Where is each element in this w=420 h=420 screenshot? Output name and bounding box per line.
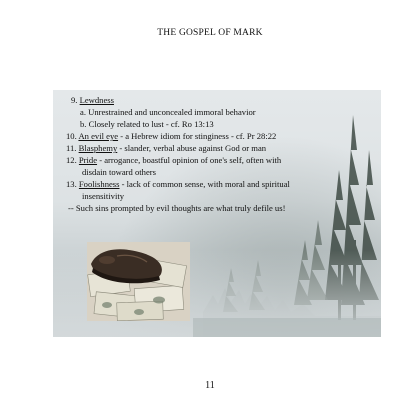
list-item: a. Unrestrained and unconcealed immoral behavior [80, 107, 256, 117]
shoe-on-money-photo [87, 242, 190, 321]
list-item: 12. Pride - arrogance, boastful opinion of one's self, often with [66, 155, 282, 165]
list-item: 13. Foolishness - lack of common sense, with moral and spiritual [66, 179, 290, 189]
page-title: THE GOSPEL OF MARK [157, 28, 263, 38]
list-item: b. Closely related to lust - cf. Ro 13:13 [80, 119, 214, 129]
list-item: insensitivity [82, 191, 125, 201]
list-item: 9. Lewdness [71, 95, 114, 105]
list-item: disdain toward others [82, 167, 156, 177]
page-number: 11 [205, 380, 215, 391]
list-item: -- Such sins prompted by evil thoughts are what truly defile us! [68, 203, 286, 213]
list-item: 10. An evil eye - a Hebrew idiom for stinginess - cf. Pr 28:22 [66, 131, 277, 141]
slide-image [53, 90, 381, 337]
list-item: 11. Blasphemy - slander, verbal abuse against God or man [66, 143, 267, 153]
